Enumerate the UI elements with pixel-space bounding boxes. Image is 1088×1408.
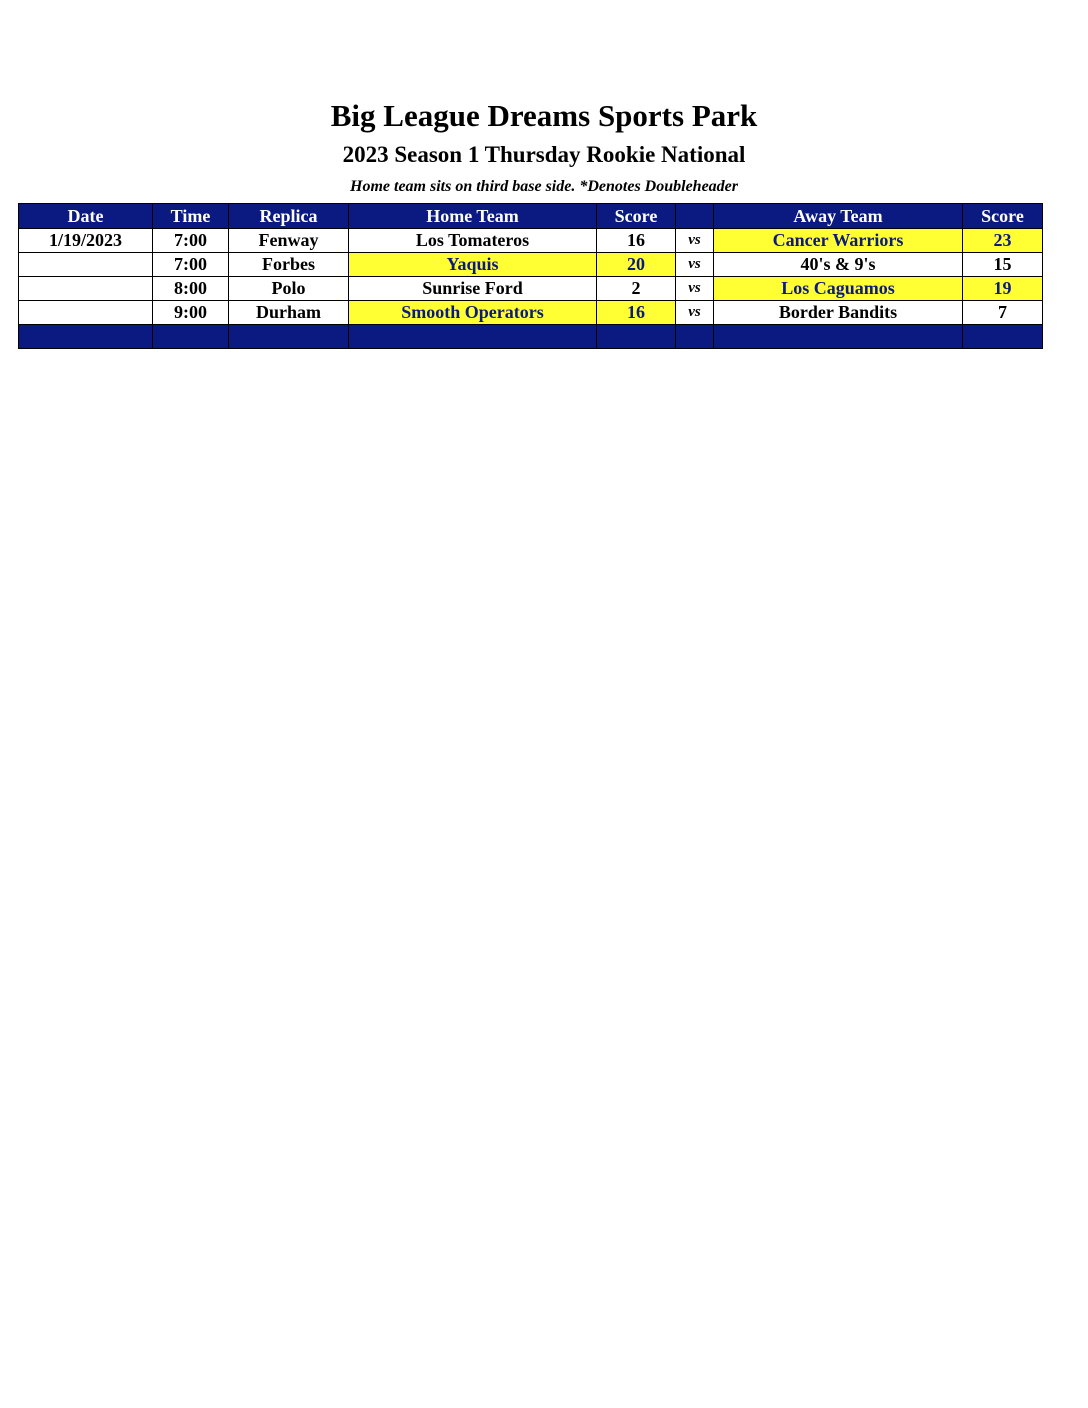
column-header-date: Date xyxy=(19,204,153,229)
page-subtitle: 2023 Season 1 Thursday Rookie National xyxy=(342,142,746,167)
home-score-cell: 16 xyxy=(597,229,676,253)
schedule-note: Home team sits on third base side. *Denotes Doubleheader xyxy=(350,178,738,195)
column-header-away-team: Away Team xyxy=(714,204,963,229)
vs-cell: vs xyxy=(676,301,714,325)
column-header-replica: Replica xyxy=(229,204,349,229)
date-cell xyxy=(19,253,153,277)
time-cell: 8:00 xyxy=(153,277,229,301)
away-score-cell: 19 xyxy=(963,277,1043,301)
table-row xyxy=(19,301,1043,325)
table-row xyxy=(19,253,1043,277)
away-score-cell: 7 xyxy=(963,301,1043,325)
home-team-cell: Smooth Operators xyxy=(349,301,597,325)
home-team-cell: Yaquis xyxy=(349,253,597,277)
vs-cell: vs xyxy=(676,229,714,253)
date-cell xyxy=(19,277,153,301)
footer-cell xyxy=(349,325,597,349)
time-cell: 9:00 xyxy=(153,301,229,325)
away-team-cell: Los Caguamos xyxy=(714,277,963,301)
table-row xyxy=(19,229,1043,253)
table-row xyxy=(19,277,1043,301)
time-cell: 7:00 xyxy=(153,229,229,253)
column-header-home-team: Home Team xyxy=(349,204,597,229)
away-team-cell: Cancer Warriors xyxy=(714,229,963,253)
column-header-vs xyxy=(676,204,714,229)
home-score-cell: 16 xyxy=(597,301,676,325)
away-team-cell: Border Bandits xyxy=(714,301,963,325)
footer-cell xyxy=(597,325,676,349)
footer-cell xyxy=(19,325,153,349)
column-header-home-score: Score xyxy=(597,204,676,229)
table-footer-row xyxy=(19,325,1043,349)
replica-cell: Polo xyxy=(229,277,349,301)
footer-cell xyxy=(676,325,714,349)
home-team-cell: Sunrise Ford xyxy=(349,277,597,301)
footer-cell xyxy=(229,325,349,349)
away-team-cell: 40's & 9's xyxy=(714,253,963,277)
away-score-cell: 23 xyxy=(963,229,1043,253)
home-score-cell: 20 xyxy=(597,253,676,277)
column-header-away-score: Score xyxy=(963,204,1043,229)
column-header-time: Time xyxy=(153,204,229,229)
footer-cell xyxy=(153,325,229,349)
page-title: Big League Dreams Sports Park xyxy=(330,98,758,133)
home-score-cell: 2 xyxy=(597,277,676,301)
date-cell xyxy=(19,301,153,325)
home-team-cell: Los Tomateros xyxy=(349,229,597,253)
schedule-table xyxy=(18,203,1043,349)
replica-cell: Durham xyxy=(229,301,349,325)
header-row xyxy=(19,204,1043,229)
footer-cell xyxy=(963,325,1043,349)
replica-cell: Fenway xyxy=(229,229,349,253)
time-cell: 7:00 xyxy=(153,253,229,277)
footer-cell xyxy=(714,325,963,349)
away-score-cell: 15 xyxy=(963,253,1043,277)
date-cell: 1/19/2023 xyxy=(19,229,153,253)
replica-cell: Forbes xyxy=(229,253,349,277)
vs-cell: vs xyxy=(676,277,714,301)
vs-cell: vs xyxy=(676,253,714,277)
